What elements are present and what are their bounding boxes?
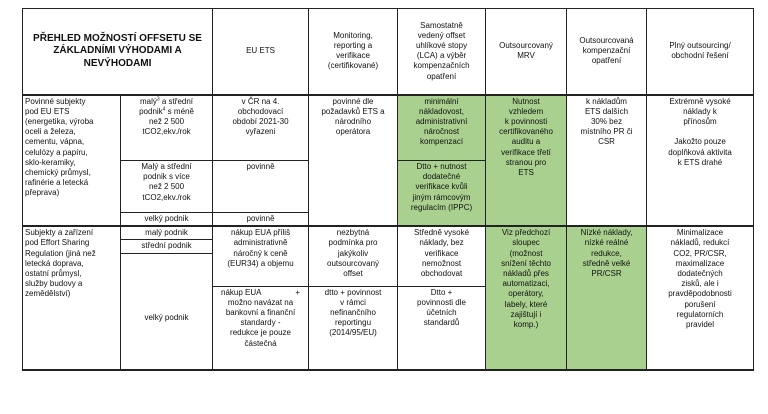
col-header-eu-ets: EU ETS [213,9,309,95]
cell-esr-komp: Nízké náklady, nízké reálné redukce, středně velké PR/CSR [567,226,647,370]
cell-omrv-necessity: Nutnost vzhledem k povinnosti certifikovaného auditu a verifikace třetí stranou pro ETS [486,95,567,227]
cell-esr-mrv-top: nezbytná podmínka pro jakýkoliv outsourcovaný offset [309,226,398,286]
subject-esr: Subjekty a zařízení pod Effort Sharing Regulation (jiná než letecká doprava, ostatní průmysl, služby budovy a zemědělství) [23,226,121,370]
cell-esr-ets-top: nákup EUA příliš administrativně náročný k ceně (EUR34) a objemu [213,226,309,286]
esr-size-large-spacer [121,253,213,370]
col-header-full-outsourcing: Plný outsourcing/ obchodní řešení [647,9,754,95]
esr-size-medium: střední podnik [121,240,213,253]
cell-esr-mrv-bottom: dtto + povinnost v rámci nefinančního reportingu (2014/95/EU) [309,286,398,370]
table-row [23,226,754,240]
col-header-outsourced-compensation: Outsourcovaná kompenzační opatření [567,9,647,95]
size-small-medium-over: Malý a střední podnik s více než 2 500 tCO2,ekv./rok [121,161,213,213]
cell-esr-full: Minimalizace nákladů, redukcí CO2, PR/CSR, maximalizace dodatečných zisků, ale i pravděpodobnosti porušení regulatorních pravidel [647,226,754,370]
table-row [23,95,754,161]
size-small-medium-under: malý$^3$ a střední podnik$^4$ s méně než 2 500 tCO2,ekv./rok [121,95,213,161]
esr-size-small: malý podnik [121,226,213,240]
cell-ets-mandatory-large: povinně [213,213,309,227]
cell-ets-excluded: v ČR na 4. obchodovací období 2021-30 vyřazeni [213,95,309,161]
cell-esr-lca-bottom: Dtto + povinnosti dle účetních standardů [398,286,486,370]
subject-eu-ets: Povinné subjekty pod EU ETS (energetika, výroba oceli a železa, cementu, vápna, celulózy a papíru, sklo-keramiky, chemický průmysl, rafinérie a letecká přeprava) [23,95,121,227]
cell-esr-lca-top: Středně vysoké náklady, bez verifikace nemožnost obchodovat [398,226,486,286]
esr-size-large: velký podnik [144,313,189,323]
cell-ets-mandatory: povinně [213,161,309,213]
offset-overview-table [22,8,754,371]
table-title: PŘEHLED MOŽNOSTÍ OFFSETU SE ZÁKLADNÍMI VÝHODAMI A NEVÝHODAMI [23,9,213,95]
col-header-outsourced-mrv: Outsourcovaný MRV [486,9,567,95]
cell-mrv-mandatory: povinné dle požadavků ETS a národního operátora [309,95,398,227]
size-large: velký podnik [121,213,213,227]
cell-lca-minimal: minimální nákladovost, administrativní náročnost kompenzací [398,95,486,161]
cell-esr-ets-bottom: nákup EUA + možno navázat na bankovní a finanční standardy - redukce je pouze částečná [213,286,309,370]
cell-esr-omrv: Viz předchozí sloupec (možnost snížení těchto nákladů přes automatizaci, operátory, labely, které zajištují i komp.) [486,226,567,370]
header-row [23,9,754,95]
cell-full-extreme: Extrémně vysoké náklady k přínosům Jakožto pouze doplňková aktivita k ETS drahé [647,95,754,227]
cell-komp-costs: k nákladům ETS dalších 30% bez místního PR či CSR [567,95,647,227]
col-header-mrv: Monitoring, reporting a verifikace (certifikované) [309,9,398,95]
col-header-lca: Samostatně vedený offset uhlíkové stopy (LCA) a výběr kompenzačních opatření [398,9,486,95]
offset-overview-table-wrap [22,8,753,386]
cell-lca-verification: Dtto + nutnost dodatečné verifikace kvůli jiným rámcovým regulacím (IPPC) [398,161,486,227]
